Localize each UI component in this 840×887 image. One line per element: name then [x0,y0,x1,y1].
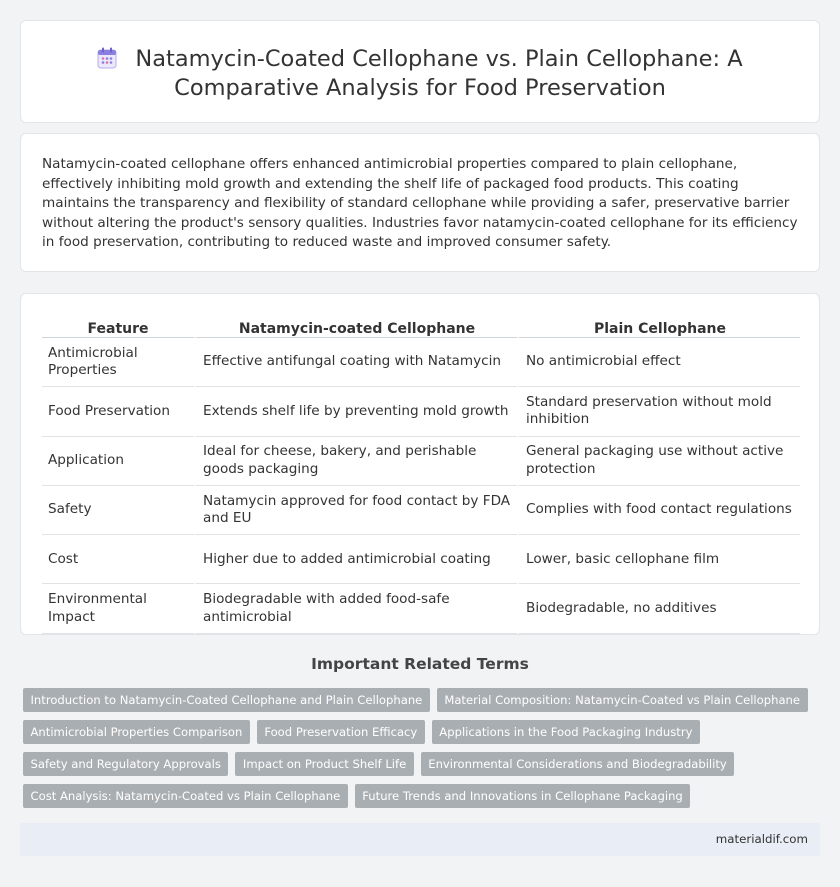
intro-paragraph: Natamycin-coated cellophane offers enhanced antimicrobial properties compared to plain cellophane, effectively inhibiting mold growth and extending the shelf life of packaged food products. This coating maintains the transparency and flexibility of standard cellophane while providing a safer, preservative barrier without altering the product's sensory qualities. Industries favor natamycin-coated cellophane for its efficiency in food preservation, contributing to reduced waste and improved consumer safety. [42,156,798,250]
related-term-tag[interactable]: Future Trends and Innovations in Cellophane Packaging [355,784,691,808]
related-terms-list [20,688,820,816]
table-row [42,338,800,387]
related-term-tag[interactable]: Antimicrobial Properties Comparison [23,720,250,744]
table-row [42,486,800,535]
related-term-tag[interactable]: Environmental Considerations and Biodegradability [421,752,735,776]
related-term-tag[interactable]: Impact on Product Shelf Life [235,752,413,776]
header-plain: Plain Cellophane [517,315,800,338]
page-title [21,45,819,103]
row-natamycin: Effective antifungal coating with Natamycin [194,338,517,387]
calendar-grid-icon [97,47,117,69]
row-plain: Complies with food contact regulations [517,486,800,535]
row-feature: Application [42,437,194,486]
row-feature: Antimicrobial Properties [42,338,194,387]
related-term-tag[interactable]: Safety and Regulatory Approvals [23,752,228,776]
row-natamycin: Ideal for cheese, bakery, and perishable goods packaging [194,437,517,486]
table-header-row [42,315,800,338]
row-natamycin: Biodegradable with added food-safe antimicrobial [194,584,517,633]
table-row [42,535,800,584]
row-natamycin: Extends shelf life by preventing mold growth [194,387,517,436]
related-term-tag[interactable]: Food Preservation Efficacy [257,720,425,744]
title-line-1: Natamycin-Coated Cellophane vs. Plain Cellophane: A [135,46,743,72]
header-feature: Feature [42,315,194,338]
related-term-tag[interactable]: Introduction to Natamycin-Coated Cellophane and Plain Cellophane [23,688,430,712]
title-line-2: Comparative Analysis for Food Preservation [174,75,666,101]
row-feature: Cost [42,535,194,584]
comparison-table [42,315,800,634]
row-natamycin: Higher due to added antimicrobial coating [194,535,517,584]
table-row [42,387,800,436]
row-natamycin: Natamycin approved for food contact by FDA and EU [194,486,517,535]
row-plain: General packaging use without active protection [517,437,800,486]
table-row [42,437,800,486]
related-term-tag[interactable]: Applications in the Food Packaging Industry [432,720,700,744]
row-feature: Environmental Impact [42,584,194,633]
footer [20,823,820,856]
row-feature: Food Preservation [42,387,194,436]
related-term-tag[interactable]: Cost Analysis: Natamycin-Coated vs Plain Cellophane [23,784,348,808]
row-feature: Safety [42,486,194,535]
row-plain: Biodegradable, no additives [517,584,800,633]
title-card [20,20,820,123]
row-plain: Lower, basic cellophane film [517,535,800,584]
related-term-tag[interactable]: Material Composition: Natamycin-Coated vs Plain Cellophane [437,688,808,712]
footer-site-link[interactable]: materialdif.com [715,832,808,846]
row-plain: No antimicrobial effect [517,338,800,387]
intro-card [20,133,820,272]
comparison-table-card [20,293,820,635]
row-plain: Standard preservation without mold inhibition [517,387,800,436]
header-natamycin: Natamycin-coated Cellophane [194,315,517,338]
related-terms-heading: Important Related Terms [311,655,529,673]
table-row [42,584,800,633]
